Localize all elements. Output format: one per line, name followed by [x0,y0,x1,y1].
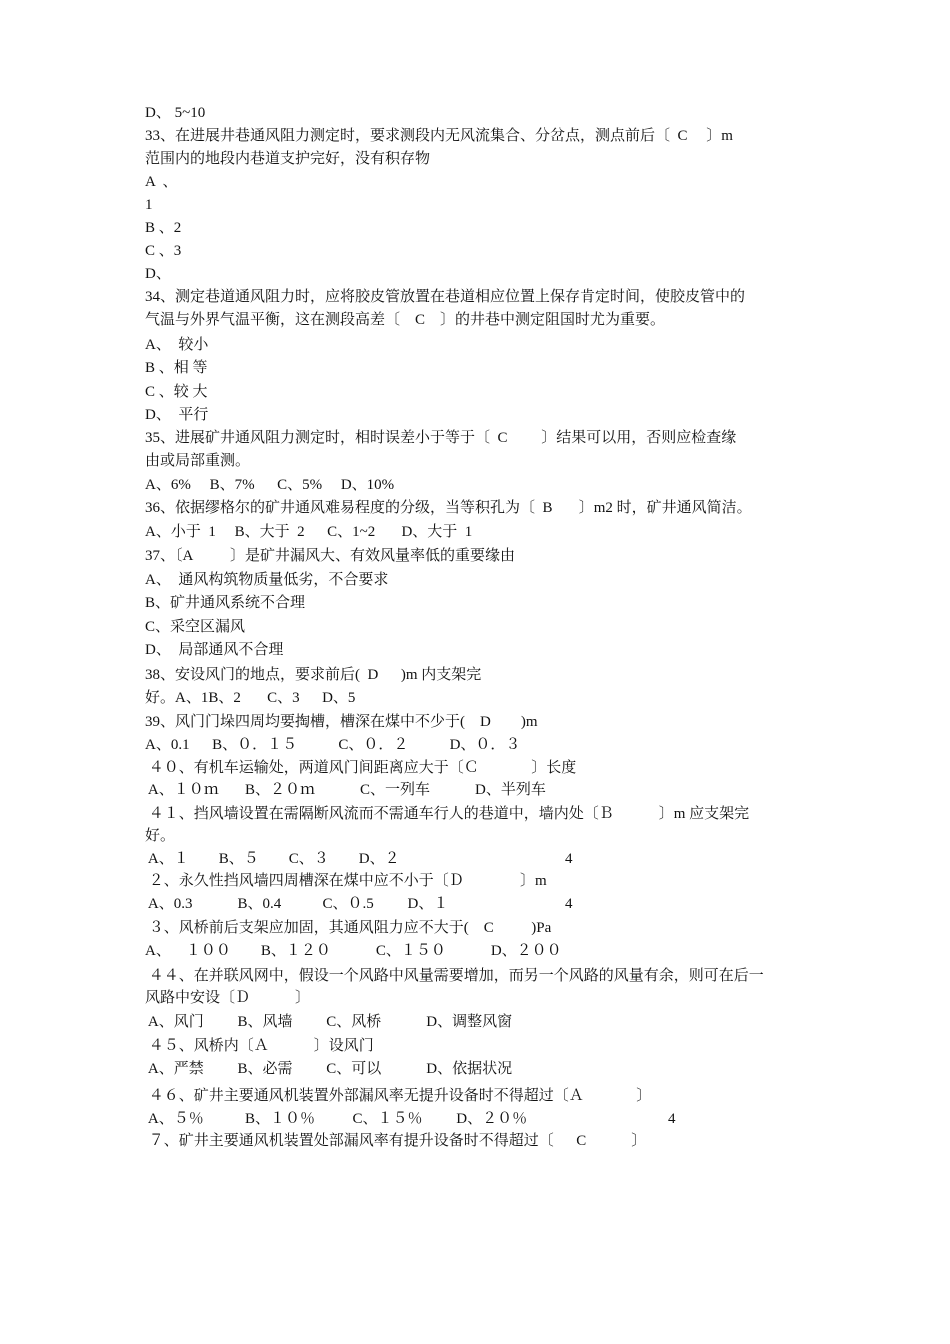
option-line: B 、2 [145,220,182,236]
option-line: A、 通风构筑物质量低劣，不合要求 [145,572,389,588]
option-line: A、0.3 B、0.4 C、０.5 D、１ [145,896,449,912]
option-line: 好。A、1B、2 C、3 D、5 [145,690,356,706]
option-line: A、小于 1 B、大于 2 C、1~2 D、大于 1 [145,524,473,540]
text-line: D、 5~10 [145,105,206,121]
option-line: B、矿井通风系统不合理 [145,595,306,611]
option-line: A、6% B、7% C、5% D、10% [145,477,395,493]
option-line: A、 较小 [145,337,209,353]
stray-number: 4 [565,896,573,912]
text-line: 风路中安设〔Ｄ 〕 [145,990,311,1006]
question-43: ３、风桥前后支架应加固，其通风阻力应不大于( C )Pa [145,920,552,936]
stray-number: 4 [565,851,573,867]
question-44: ４４、在并联风网中，假设一个风路中风量需要增加，而另一个风路的风量有余，则可在后一 [145,968,764,984]
question-37: 37、〔A 〕是矿井漏风大、有效风量率低的重要缘由 [145,548,516,564]
option-line: 1 [145,197,153,213]
question-46: ４６、矿井主要通风机装置外部漏风率无提升设备时不得超过〔Ａ 〕 [145,1088,652,1104]
text-line: 由或局部重测。 [145,453,251,469]
option-line: A、0.1 B、０．１５ C、０．２ D、０．３ [145,737,521,753]
option-line: A、１ B、５ C、３ D、２ [145,851,400,867]
question-36: 36、依据缪格尔的矿井通风难易程度的分级，当等积孔为〔 B 〕m2 时，矿井通风简洁。 [145,500,752,516]
option-line: D、 局部通风不合理 [145,642,284,658]
question-35: 35、进展矿井通风阻力测定时，相时误差小于等于〔 C 〕结果可以用，否则应检查缘 [145,430,737,446]
option-line: A、 １００ B、１２０ C、１５０ D、２００ [145,943,562,959]
question-47: ７、矿井主要通风机装置处部漏风率有提升设备时不得超过〔 C 〕 [145,1133,647,1149]
option-line: A、风门 B、风墙 C、风桥 D、调整风窗 [145,1014,513,1030]
question-34: 34、测定巷道通风阻力时，应将胶皮管放置在巷道相应位置上保存肯定时间，使胶皮管中的 [145,289,746,305]
option-line: A、１０ｍ B、２０ｍ C、一列车 D、半列车 [145,782,546,798]
option-line: A、严禁 B、必需 C、可以 D、依据状况 [145,1061,513,1077]
text-line: 气温与外界气温平衡，这在测段高差〔 C 〕的井巷中测定阻国时尤为重要。 [145,312,666,328]
question-40: ４０、有机车运输处，两道风门间距离应大于〔Ｃ 〕长度 [145,760,577,776]
question-38: 38、安设风门的地点，要求前后( D )m 内支架完 [145,667,482,683]
option-line: D、 [145,266,171,282]
option-line: C 、3 [145,243,182,259]
option-line: A、５％ B、１０％ C、１５％ D、２０％ [145,1111,528,1127]
question-39: 39、风门门垛四周均要掏槽，槽深在煤中不少于( D )m [145,714,538,730]
option-line: D、 平行 [145,407,209,423]
text-line: 范围内的地段内巷道支护完好，没有积存物 [145,151,431,167]
option-line: C 、较 大 [145,384,208,400]
option-line: A 、 [145,174,178,190]
question-42: ２、永久性挡风墙四周槽深在煤中应不小于〔Ｄ 〕m [145,873,547,889]
question-33: 33、在进展井巷通风阻力测定时，要求测段内无风流集合、分岔点，测点前后〔 C 〕m [145,128,733,144]
question-41: ４１、挡风墙设置在需隔断风流而不需通车行人的巷道中，墙内处〔Ｂ 〕m 应支架完 [145,806,750,822]
stray-number: 4 [668,1111,676,1127]
text-line: 好。 [145,828,176,844]
question-45: ４５、风桥内〔Ａ 〕设风门 [145,1038,374,1054]
option-line: B 、相 等 [145,360,208,376]
option-line: C、采空区漏风 [145,619,246,635]
